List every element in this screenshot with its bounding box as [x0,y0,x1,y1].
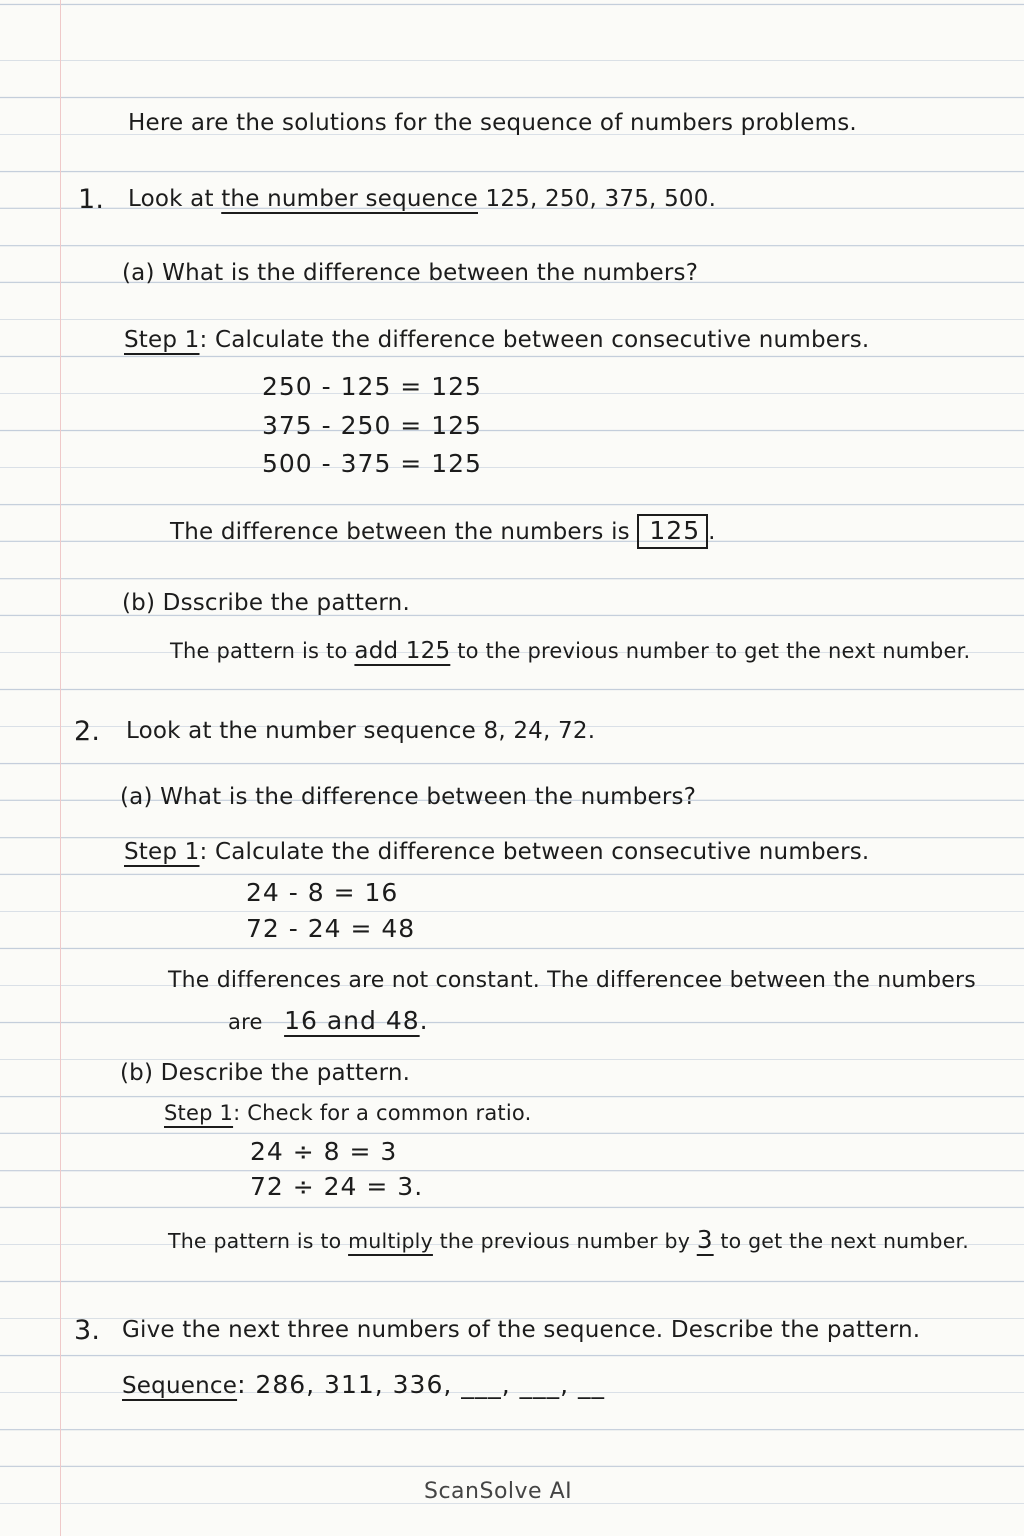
problem1-pattern-suffix: to the previous number to get the next number. [457,639,971,663]
problem2-question-b: (b) Describe the pattern. [120,1060,411,1086]
problem2-ratio-equation-1: 24 ÷ 8 = 3 [250,1137,398,1166]
problem1-sequence: 125, 250, 375, 500. [485,186,717,212]
problem1-step-label: Step 1 [124,327,200,353]
problem1-equation-1: 250 - 125 = 125 [262,372,482,401]
problem2-pattern-underlined: multiply [348,1229,433,1253]
problem1-lead-underlined: the number sequence [221,186,478,212]
problem2-ratio-step-text: : Check for a common ratio. [233,1101,532,1125]
problem3-number: 3. [74,1315,101,1346]
problem2-equation-1: 24 - 8 = 16 [246,878,399,907]
problem3-sequence-label: Sequence [122,1373,238,1399]
problem1-pattern [170,638,970,664]
problem2-equation-2: 72 - 24 = 48 [246,914,416,943]
problem1-answer-prefix: The difference between the numbers is [170,519,630,545]
intro-text: Here are the solutions for the sequence of numbers problems. [128,110,857,136]
problem2-ratio-step [164,1101,531,1125]
problem2-number: 2. [74,716,101,747]
problem2-pattern-suffix: to get the next number. [720,1229,969,1253]
problem1-answer-suffix: . [708,519,716,545]
problem3-sequence [122,1370,605,1399]
problem3-lead: Give the next three numbers of the sequence. Describe the pattern. [122,1317,921,1343]
problem1-pattern-prefix: The pattern is to [170,639,348,663]
footer-brand: ScanSolve AI [424,1479,573,1504]
problem3-sequence-text: : 286, 311, 336, ___, ___, __ [237,1370,606,1399]
problem2-pattern-mid: the previous number by [439,1229,691,1253]
problem1-answer [170,516,716,545]
problem2-step [124,839,869,865]
problem2-pattern-value: 3 [696,1225,714,1254]
problem2-ratio-step-label: Step 1 [164,1101,234,1125]
margin-line [60,0,61,1536]
problem2-differences-prefix: are [228,1010,263,1034]
problem2-pattern [168,1225,969,1254]
problem1-answer-box: 125 [637,514,708,549]
problem2-question-a: (a) What is the difference between the numbers? [120,784,697,810]
problem1-step-text: : Calculate the difference between consecutive numbers. [199,327,870,353]
problem2-differences-line2 [228,1006,429,1035]
problem1-question-a: (a) What is the difference between the numbers? [122,260,699,286]
problem1-number: 1. [78,184,105,215]
problem2-differences-line1: The differences are not constant. The differencee between the numbers [168,968,976,993]
problem1-question-b: (b) Dsscribe the pattern. [122,590,410,616]
problem1-lead-text: Look at [128,186,214,212]
problem1-equation-3: 500 - 375 = 125 [262,449,482,478]
problem2-step-label: Step 1 [124,839,200,865]
problem2-differences-underlined: 16 and 48 [284,1006,420,1035]
problem2-differences-suffix: . [419,1006,429,1035]
problem2-ratio-equation-2: 72 ÷ 24 = 3. [250,1172,424,1201]
problem1-step [124,327,869,353]
problem1-equation-2: 375 - 250 = 125 [262,411,482,440]
problem1-lead [128,186,716,212]
problem2-lead: Look at the number sequence 8, 24, 72. [126,718,596,744]
problem2-pattern-prefix: The pattern is to [168,1229,342,1253]
problem2-step-text: : Calculate the difference between consecutive numbers. [199,839,870,865]
problem1-pattern-underlined: add 125 [354,638,451,664]
